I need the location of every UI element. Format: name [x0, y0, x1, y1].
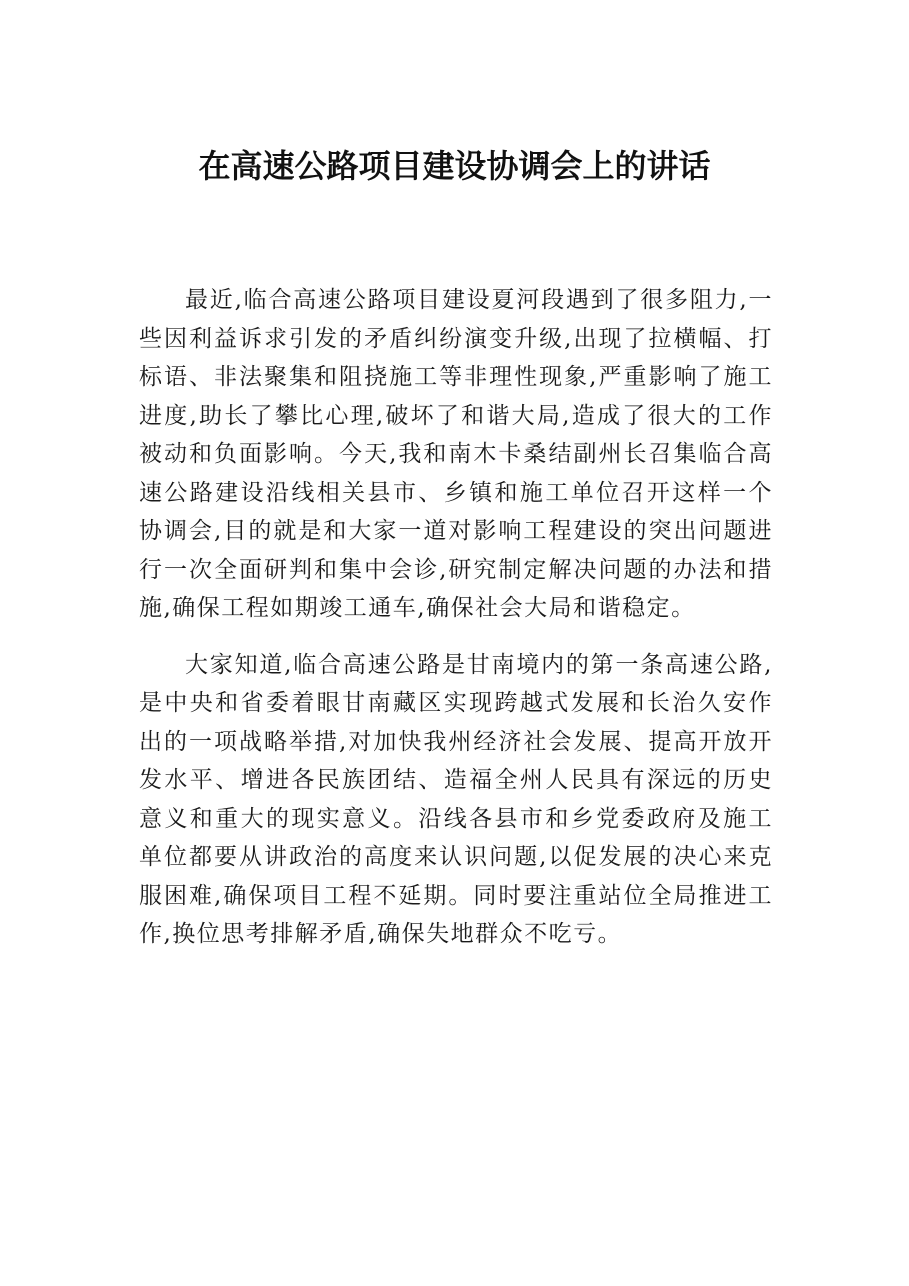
paragraph-1: 最近,临合高速公路项目建设夏河段遇到了很多阻力,一些因利益诉求引发的矛盾纠纷演变升级,出现了拉横幅、打标语、非法聚集和阻挠施工等非理性现象,严重影响了施工进度,助长了攀比心理,破坏了和谐大局,造成了很大的工作被动和负面影响。今天,我和南木卡桑结副州长召集临合高速公路建设沿线相关县市、乡镇和施工单位召开这样一个协调会,目的就是和大家一道对影响工程建设的突出问题进行一次全面研判和集中会诊,研究制定解决问题的办法和措施,确保工程如期竣工通车,确保社会大局和谐稳定。 — [139, 287, 773, 621]
paragraph-2: 大家知道,临合高速公路是甘南境内的第一条高速公路,是中央和省委着眼甘南藏区实现跨越式发展和长治久安作出的一项战略举措,对加快我州经济社会发展、提高开放开发水平、增进各民族团结、造福全州人民具有深远的历史意义和重大的现实意义。沿线各县市和乡党委政府及施工单位都要从讲政治的高度来认识问题,以促发展的决心来克服困难,确保项目工程不延期。同时要注重站位全局推进工作,换位思考排解矛盾,确保失地群众不吃亏。 — [139, 651, 773, 947]
document-title: 在高速公路项目建设协调会上的讲话 — [198, 147, 711, 185]
document-body — [139, 281, 773, 972]
